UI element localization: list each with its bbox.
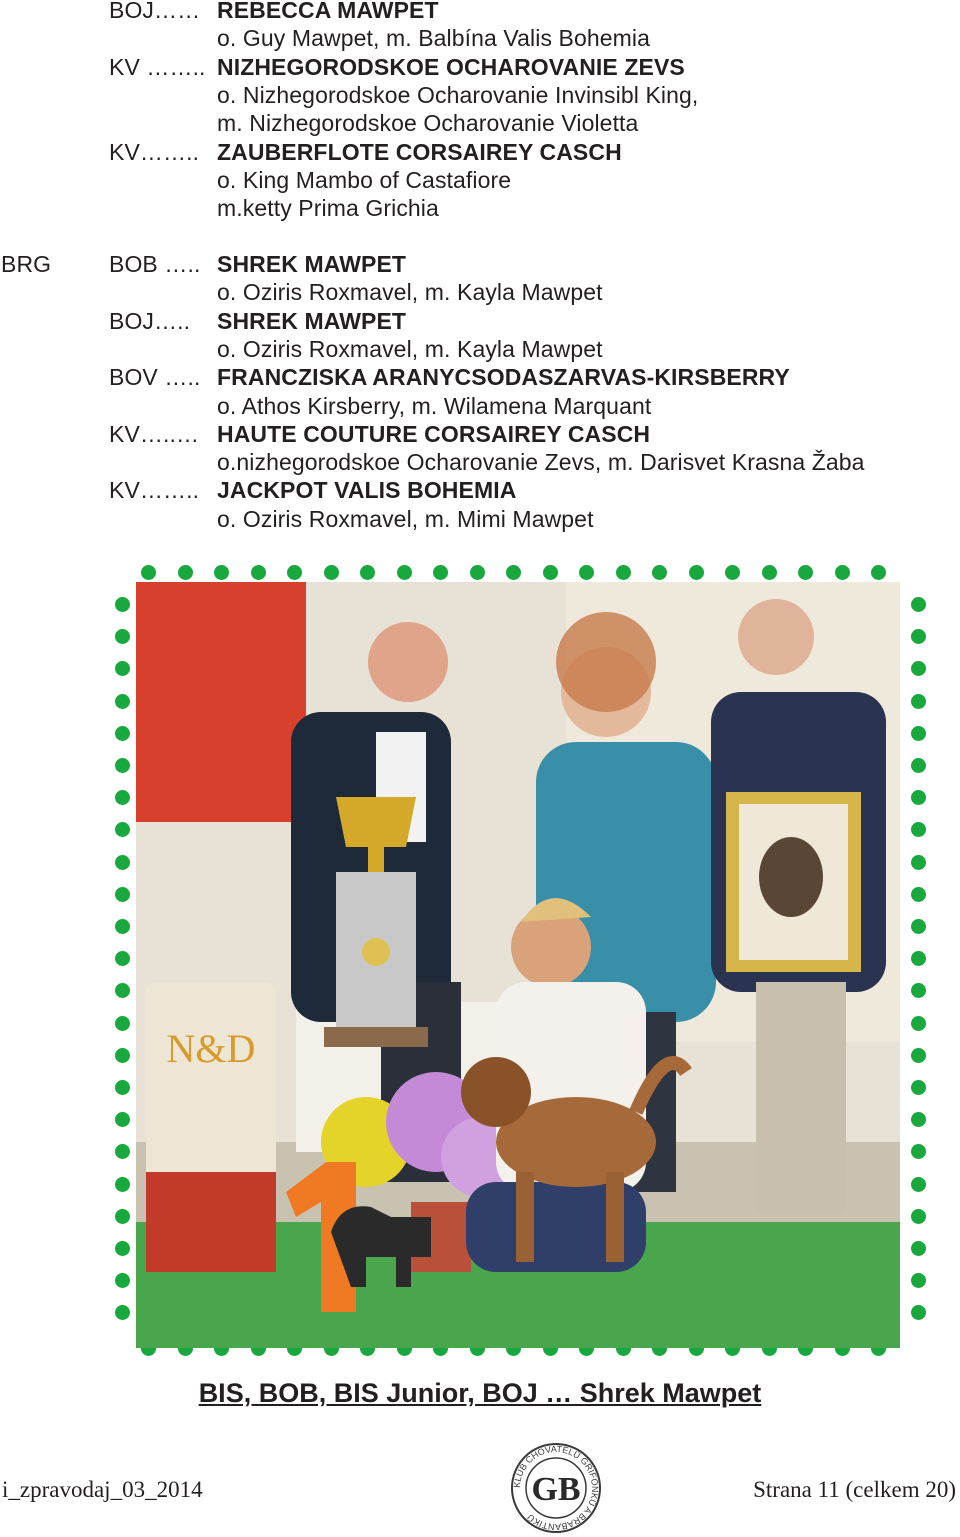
frame-dot <box>115 822 130 837</box>
dog-name: JACKPOT VALIS BOHEMIA <box>217 477 517 504</box>
frame-dot <box>397 565 412 580</box>
frame-dot <box>251 565 266 580</box>
frame-dot <box>214 565 229 580</box>
frame-dot <box>543 565 558 580</box>
frame-dot <box>911 629 926 644</box>
frame-dot <box>324 565 339 580</box>
frame-dot <box>115 919 130 934</box>
logo-ring-text: KLUB CHOVATELŮ GRIFONKŮ A BRABANTÍKŮ <box>511 1443 601 1533</box>
trophy-badge-number: 1 <box>323 1234 329 1245</box>
frame-dot <box>911 1112 926 1127</box>
frame-dot <box>115 1112 130 1127</box>
frame-dot <box>911 758 926 773</box>
parentage-line: o. Athos Kirsberry, m. Wilamena Marquant <box>217 392 652 419</box>
frame-dot <box>115 1016 130 1031</box>
frame-dot <box>115 694 130 709</box>
dog-name: FRANCZISKA ARANYCSODASZARVAS-KIRSBERRY <box>217 364 790 391</box>
parentage-line: o. Oziris Roxmavel, m. Mimi Mawpet <box>217 505 594 532</box>
frame-dot <box>115 1080 130 1095</box>
dog-name: REBECCA MAWPET <box>217 0 439 23</box>
award-code: BOB ….. <box>109 251 201 277</box>
logo-letters: GB <box>531 1471 581 1508</box>
frame-dot <box>115 855 130 870</box>
frame-dot <box>911 790 926 805</box>
frame-dot <box>141 565 156 580</box>
award-code: KV…….. <box>109 477 200 504</box>
frame-dot <box>433 565 448 580</box>
parentage-line: o. Nizhegorodskoe Ocharovanie Invinsibl King, <box>217 81 699 108</box>
frame-dot <box>911 694 926 709</box>
frame-dot <box>911 822 926 837</box>
frame-dot <box>871 565 886 580</box>
award-code: BOJ…… <box>109 0 201 23</box>
frame-dot <box>115 1305 130 1320</box>
frame-dot <box>115 983 130 998</box>
frame-dot <box>579 565 594 580</box>
parentage-line: m. Nizhegorodskoe Ocharovanie Violetta <box>217 110 639 137</box>
frame-dot <box>115 1241 130 1256</box>
frame-dot <box>911 887 926 902</box>
frame-dot <box>911 919 926 934</box>
frame-dot <box>911 951 926 966</box>
parentage-line: o. King Mambo of Castafiore <box>217 166 512 193</box>
frame-dot <box>115 951 130 966</box>
frame-dot <box>911 1144 926 1159</box>
frame-dot <box>115 887 130 902</box>
frame-dot <box>115 1144 130 1159</box>
frame-dot <box>178 565 193 580</box>
frame-dot <box>115 597 130 612</box>
frame-dot <box>115 1273 130 1288</box>
frame-dot <box>911 726 926 741</box>
frame-dot <box>115 726 130 741</box>
frame-dot <box>115 790 130 805</box>
frame-dot <box>911 1080 926 1095</box>
frame-dot <box>115 1209 130 1224</box>
breed-label: BRG <box>1 251 52 277</box>
frame-dot <box>360 565 375 580</box>
parentage-line: o. Oziris Roxmavel, m. Kayla Mawpet <box>217 279 603 306</box>
frame-dot <box>115 661 130 676</box>
frame-dot <box>115 629 130 644</box>
frame-dot <box>616 565 631 580</box>
frame-dot <box>911 1273 926 1288</box>
frame-dot <box>115 758 130 773</box>
award-code: BOV ….. <box>109 364 201 391</box>
parentage-line: o. Guy Mawpet, m. Balbína Valis Bohemia <box>217 25 651 52</box>
frame-dot <box>911 1209 926 1224</box>
frame-dot <box>725 565 740 580</box>
dog-name: SHREK MAWPET <box>217 307 407 334</box>
award-code: KV…….. <box>109 138 200 165</box>
footer-page-number: Strana 11 (celkem 20) <box>753 1477 956 1502</box>
frame-dot <box>689 565 704 580</box>
food-bag-label: N&D <box>166 1026 256 1071</box>
frame-dot <box>652 565 667 580</box>
frame-dot <box>798 565 813 580</box>
footer-issue-id: i_zpravodaj_03_2014 <box>2 1477 203 1502</box>
frame-dot <box>287 565 302 580</box>
frame-dot <box>835 565 850 580</box>
frame-dot <box>911 1048 926 1063</box>
award-code: KV …….. <box>109 53 206 80</box>
dog-name: HAUTE COUTURE CORSAIREY CASCH <box>217 420 651 447</box>
frame-dot <box>115 1048 130 1063</box>
parentage-line: o.nizhegorodskoe Ocharovanie Zevs, m. Darisvet Krasna Žaba <box>217 449 865 476</box>
frame-dot <box>470 565 485 580</box>
award-code: KV…..… <box>109 420 200 447</box>
dog-name: SHREK MAWPET <box>217 251 407 277</box>
dog-food-bag <box>146 982 276 1272</box>
red-wall-panel <box>136 582 306 822</box>
frame-dot <box>115 1177 130 1192</box>
frame-dot <box>911 983 926 998</box>
frame-dot <box>911 1016 926 1031</box>
frame-dot <box>911 1177 926 1192</box>
frame-dot <box>911 1305 926 1320</box>
frame-dot <box>911 597 926 612</box>
frame-dot <box>911 661 926 676</box>
dog-name: NIZHEGORODSKOE OCHAROVANIE ZEVS <box>217 53 685 80</box>
award-code: BOJ….. <box>109 307 191 334</box>
frame-dot <box>506 565 521 580</box>
frame-dot <box>911 855 926 870</box>
frame-dot <box>762 565 777 580</box>
parentage-line: m.ketty Prima Grichia <box>217 195 439 222</box>
club-logo <box>500 1440 612 1537</box>
dog-name: ZAUBERFLOTE CORSAIREY CASCH <box>217 138 622 165</box>
frame-dot <box>911 1241 926 1256</box>
photo-caption: BIS, BOB, BIS Junior, BOJ … Shrek Mawpet <box>198 1378 762 1408</box>
parentage-line: o. Oziris Roxmavel, m. Kayla Mawpet <box>217 335 603 362</box>
award-photo <box>136 582 900 1348</box>
